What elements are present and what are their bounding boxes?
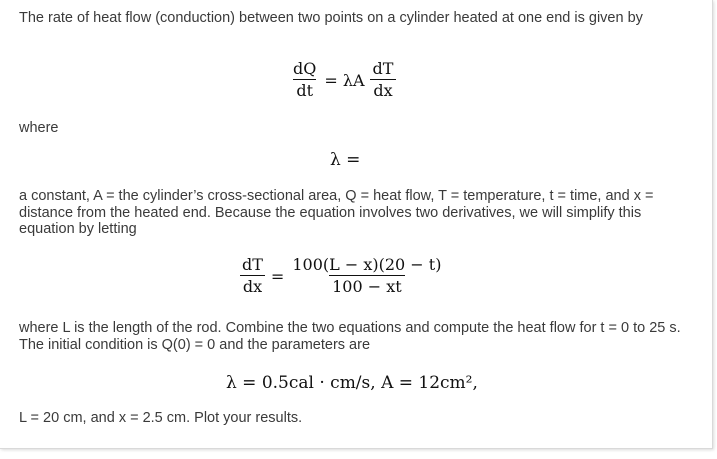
- closing-paragraph: L = 20 cm, and x = 2.5 cm. Plot your results.: [19, 410, 303, 426]
- lambda-equation: λ =: [330, 150, 361, 170]
- equals-sign: =: [270, 266, 285, 286]
- heat-flow-equation: [290, 60, 396, 100]
- parameters-equation: λ = 0.5cal · cm/s, A = 12cm²,: [226, 373, 478, 393]
- instructions-paragraph: where L is the length of the rod. Combine the two equations and compute the heat flow for t = 0 to 25 s. The initial condition is Q(0) = 0 and the parameters are: [19, 320, 681, 353]
- dt-dx-fraction: [239, 256, 266, 296]
- definitions-paragraph: a constant, A = the cylinder’s cross-sectional area, Q = heat flow, T = temperature, t = time, and x = distance from the heated end. Because the equation involves two derivatives, we will simplify this equation by letting: [19, 188, 654, 237]
- dt-dx-fraction: [370, 60, 397, 100]
- fraction-numerator: dQ: [293, 59, 317, 78]
- equals-lambda-a: = λA: [324, 70, 365, 90]
- fraction-numerator: dT: [242, 255, 263, 274]
- where-label: where: [19, 120, 59, 136]
- fraction-denominator: dx: [240, 275, 265, 296]
- fraction-numerator: 100(L − x)(20 − t): [292, 255, 442, 274]
- gradient-fraction: [289, 256, 444, 296]
- fraction-denominator: dx: [370, 79, 395, 100]
- temperature-gradient-equation: [239, 256, 444, 296]
- dq-dt-fraction: [290, 60, 319, 100]
- fraction-numerator: dT: [372, 59, 394, 78]
- fraction-denominator: dt: [293, 79, 316, 100]
- fraction-denominator: 100 − xt: [329, 275, 405, 296]
- intro-paragraph: The rate of heat flow (conduction) between two points on a cylinder heated at one end is given by: [19, 10, 643, 26]
